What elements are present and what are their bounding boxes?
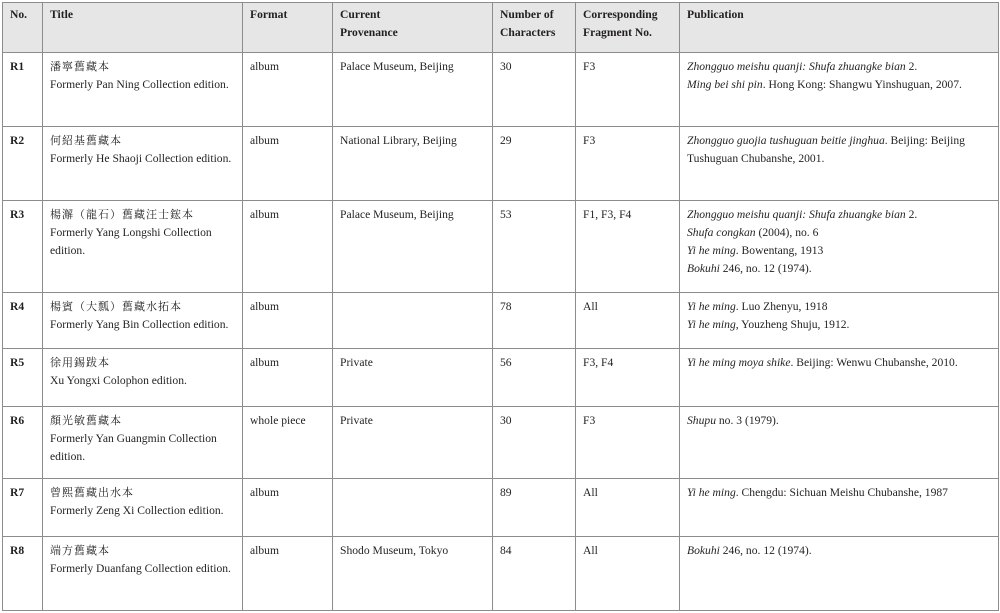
publication-entry [687,542,992,560]
publication-title: Bokuhi [687,544,720,557]
table-row [3,537,999,611]
publication-title: Shupu [687,414,716,427]
fragment-value: All [583,544,598,557]
row-number: R7 [10,486,25,499]
table-row [3,293,999,349]
cell-publication [680,537,999,611]
publication-details: no. 3 (1979). [715,414,779,427]
cell-fragment [576,349,680,407]
row-number: R3 [10,208,25,221]
table-body [3,53,999,611]
cell-characters [493,349,576,407]
cell-provenance [333,479,493,537]
publication-entry [687,316,992,334]
cell-provenance [333,407,493,479]
cell-characters [493,127,576,201]
publication-title: Bokuhi [687,262,720,275]
header-row [3,3,999,53]
cell-format [243,127,333,201]
title-english: Formerly Zeng Xi Collection edition. [50,504,224,517]
table-row [3,479,999,537]
cell-format [243,349,333,407]
publication-details: , Youzheng Shuju, 1912. [735,318,850,331]
publication-entry [687,484,992,502]
cell-characters [493,201,576,293]
publication-entry [687,76,992,94]
cell-provenance [333,349,493,407]
cell-provenance [333,127,493,201]
header-title: Title [43,3,243,53]
row-number: R1 [10,60,25,73]
cell-format [243,53,333,127]
row-number: R2 [10,134,25,147]
fragment-value: F1, F3, F4 [583,208,632,221]
publication-title: Yi he ming moya shike [687,356,791,369]
title-english: Formerly Yang Bin Collection edition. [50,318,229,331]
characters-value: 84 [500,544,512,557]
publication-details: . Bowentang, 1913 [735,244,824,257]
row-number: R6 [10,414,25,427]
cell-title [43,349,243,407]
fragment-value: F3 [583,60,596,73]
cell-characters [493,479,576,537]
cell-fragment [576,537,680,611]
cell-publication [680,479,999,537]
provenance-value: Palace Museum, Beijing [340,208,454,221]
table-row [3,349,999,407]
publication-entry [687,298,992,316]
title-english: Xu Yongxi Colophon edition. [50,374,187,387]
cell-no [3,201,43,293]
cell-fragment [576,293,680,349]
characters-value: 56 [500,356,512,369]
title-chinese: 顏光敏舊藏本 [50,414,122,427]
cell-no [3,293,43,349]
publication-details: . Luo Zhenyu, 1918 [735,300,828,313]
fragment-value: All [583,486,598,499]
format-value: album [250,134,279,147]
cell-publication [680,201,999,293]
header-no: No. [3,3,43,53]
publication-title: Yi he ming [687,300,736,313]
provenance-value: Palace Museum, Beijing [340,60,454,73]
cell-publication [680,407,999,479]
publication-details: 246, no. 12 (1974). [719,262,812,275]
cell-no [3,407,43,479]
fragment-value: F3 [583,414,596,427]
header-provenance: Current Provenance [333,3,493,53]
publication-details: 2. [905,208,918,221]
cell-fragment [576,53,680,127]
title-chinese: 楊澥（龍石）舊藏汪士鋐本 [50,208,194,221]
fragment-value: F3, F4 [583,356,614,369]
format-value: album [250,486,279,499]
cell-fragment [576,127,680,201]
header-fragment: Corresponding Fragment No. [576,3,680,53]
cell-format [243,293,333,349]
publication-details: 246, no. 12 (1974). [719,544,812,557]
cell-fragment [576,407,680,479]
publication-details: 2. [905,60,918,73]
publication-title: Yi he ming [687,486,736,499]
cell-fragment [576,479,680,537]
fragment-value: F3 [583,134,596,147]
cell-provenance [333,53,493,127]
cell-provenance [333,537,493,611]
cell-publication [680,349,999,407]
characters-value: 29 [500,134,512,147]
cell-characters [493,293,576,349]
cell-characters [493,407,576,479]
row-number: R5 [10,356,25,369]
publication-entry [687,242,992,260]
cell-title [43,127,243,201]
format-value: album [250,208,279,221]
table-row [3,407,999,479]
format-value: album [250,356,279,369]
cell-publication [680,127,999,201]
cell-format [243,479,333,537]
cell-title [43,537,243,611]
cell-no [3,479,43,537]
table-row [3,53,999,127]
cell-no [3,127,43,201]
header-characters: Number of Characters [493,3,576,53]
row-number: R4 [10,300,25,313]
title-english: Formerly Pan Ning Collection edition. [50,78,229,91]
header-publication: Publication [680,3,999,53]
publication-entry [687,224,992,242]
publication-title: Yi he ming [687,244,736,257]
table-row [3,201,999,293]
characters-value: 30 [500,60,512,73]
publication-title: Zhongguo meishu quanji: Shufa zhuangke bian [687,208,906,221]
title-chinese: 何紹基舊藏本 [50,134,122,147]
cell-title [43,479,243,537]
publication-entry [687,58,992,76]
publication-title: Shufa congkan [687,226,756,239]
cell-format [243,201,333,293]
fragment-value: All [583,300,598,313]
format-value: whole piece [250,414,306,427]
row-number: R8 [10,544,25,557]
cell-fragment [576,201,680,293]
publication-entry [687,132,992,168]
rubbings-table [2,2,999,611]
publication-entry [687,206,992,224]
cell-publication [680,53,999,127]
title-chinese: 曾熙舊藏出水本 [50,486,134,499]
cell-title [43,407,243,479]
cell-title [43,201,243,293]
publication-details: . Beijing: Beijing Tushuguan Chubanshe, 2001. [687,134,965,165]
header-format: Format [243,3,333,53]
format-value: album [250,60,279,73]
cell-no [3,349,43,407]
title-english: Formerly Yang Longshi Collection edition. [50,226,212,257]
cell-title [43,293,243,349]
format-value: album [250,544,279,557]
publication-entry [687,354,992,372]
title-english: Formerly He Shaoji Collection edition. [50,152,232,165]
publication-details: . Hong Kong: Shangwu Yinshuguan, 2007. [762,78,962,91]
publication-details: (2004), no. 6 [755,226,819,239]
publication-title: Yi he ming [687,318,736,331]
provenance-value: Private [340,356,373,369]
cell-format [243,407,333,479]
provenance-value: Shodo Museum, Tokyo [340,544,449,557]
characters-value: 30 [500,414,512,427]
characters-value: 53 [500,208,512,221]
publication-entry [687,412,992,430]
characters-value: 89 [500,486,512,499]
table-row [3,127,999,201]
cell-no [3,53,43,127]
publication-details: . Chengdu: Sichuan Meishu Chubanshe, 1987 [735,486,948,499]
title-chinese: 潘寧舊藏本 [50,60,110,73]
cell-title [43,53,243,127]
publication-title: Zhongguo meishu quanji: Shufa zhuangke bian [687,60,906,73]
provenance-value: National Library, Beijing [340,134,457,147]
title-chinese: 楊賓（大瓢）舊藏水拓本 [50,300,182,313]
characters-value: 78 [500,300,512,313]
title-english: Formerly Duanfang Collection edition. [50,562,231,575]
cell-characters [493,53,576,127]
title-chinese: 徐用錫跋本 [50,356,110,369]
title-chinese: 端方舊藏本 [50,544,110,557]
cell-no [3,537,43,611]
publication-title: Ming bei shi pin [687,78,763,91]
publication-entry [687,260,992,278]
publication-title: Zhongguo guojia tushuguan beitie jinghua [687,134,885,147]
cell-characters [493,537,576,611]
cell-provenance [333,201,493,293]
provenance-value: Private [340,414,373,427]
cell-publication [680,293,999,349]
cell-provenance [333,293,493,349]
title-english: Formerly Yan Guangmin Collection edition. [50,432,217,463]
cell-format [243,537,333,611]
publication-details: . Beijing: Wenwu Chubanshe, 2010. [790,356,958,369]
format-value: album [250,300,279,313]
